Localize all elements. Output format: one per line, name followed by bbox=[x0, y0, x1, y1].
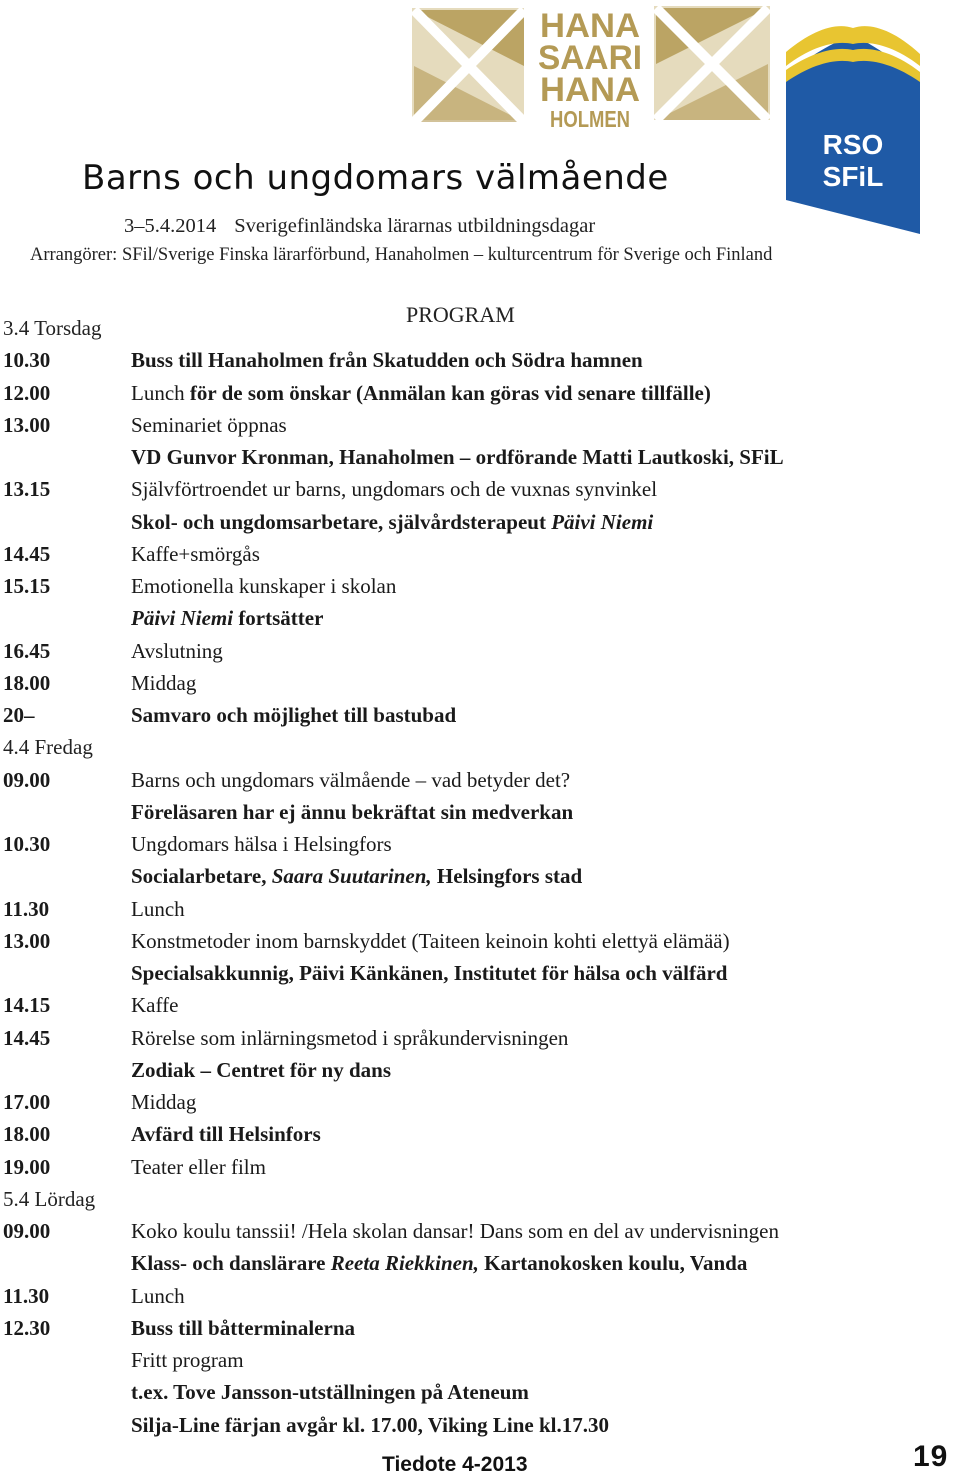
time-label: 10.30 bbox=[3, 348, 51, 373]
logo-text-hana-1: HANA bbox=[540, 7, 640, 45]
event-subtitle bbox=[124, 215, 595, 238]
schedule-row bbox=[3, 764, 943, 796]
activity-text bbox=[131, 957, 727, 989]
schedule-row bbox=[3, 506, 943, 538]
schedule-row bbox=[3, 1215, 943, 1247]
activity-text-part: t.ex. Tove Jansson-utställningen på Ateneum bbox=[131, 1380, 529, 1405]
activity-text-part: Silja-Line färjan avgår kl. 17.00, Viking Line kl.17.30 bbox=[131, 1412, 610, 1437]
time-label: 19.00 bbox=[3, 1154, 51, 1179]
schedule-row bbox=[3, 828, 943, 860]
page-number: 19 bbox=[913, 1440, 949, 1473]
newsletter-label: Tiedote 4-2013 bbox=[382, 1453, 528, 1476]
schedule-row bbox=[3, 957, 943, 989]
time-label: 18.00 bbox=[3, 670, 51, 695]
activity-text-part: Specialsakkunnig, Päivi Känkänen, Institutet för hälsa och välfärd bbox=[131, 961, 728, 985]
time-label: 14.15 bbox=[3, 993, 51, 1018]
schedule-row bbox=[3, 538, 943, 570]
activity-text bbox=[131, 860, 582, 892]
activity-text-part: Avfärd till Helsinfors bbox=[131, 1122, 321, 1147]
day-label: 3.4 Torsdag bbox=[3, 316, 102, 340]
activity-text-part: Ungdomars hälsa i Helsingfors bbox=[131, 832, 392, 856]
schedule-row bbox=[3, 1054, 943, 1086]
activity-text-part: Emotionella kunskaper i skolan bbox=[131, 574, 397, 598]
schedule-row bbox=[3, 796, 943, 828]
activity-text bbox=[131, 1118, 321, 1150]
schedule-row bbox=[3, 1280, 943, 1312]
schedule-row bbox=[3, 1344, 943, 1376]
time-label: 14.45 bbox=[3, 541, 51, 566]
schedule-row bbox=[3, 409, 943, 441]
activity-text bbox=[131, 925, 730, 957]
activity-text-part: Föreläsaren har ej ännu bekräftat sin medverkan bbox=[131, 799, 574, 824]
activity-text-part: Lunch bbox=[131, 1283, 185, 1308]
activity-text bbox=[131, 1022, 568, 1054]
time-label: 13.00 bbox=[3, 928, 51, 953]
activity-text-part: Teater eller film bbox=[131, 1154, 266, 1179]
activity-text bbox=[131, 441, 784, 473]
schedule-row bbox=[3, 699, 943, 731]
activity-text bbox=[131, 1312, 355, 1344]
activity-text bbox=[131, 1376, 529, 1408]
activity-text-part: Middag bbox=[131, 670, 197, 695]
activity-text-part: Lunch bbox=[131, 896, 185, 921]
person-name: Päivi Niemi bbox=[551, 509, 654, 534]
activity-text bbox=[131, 409, 287, 441]
schedule-row bbox=[3, 925, 943, 957]
activity-text bbox=[131, 602, 323, 634]
activity-text bbox=[131, 570, 396, 602]
logo-text-hana-2: HANA bbox=[540, 71, 640, 109]
schedule-row bbox=[3, 473, 943, 505]
organizers-line: Arrangörer: SFil/Sverige Finska lärarförbund, Hanaholmen – kulturcentrum för Sverige och Finland bbox=[30, 245, 773, 265]
time-label: 15.15 bbox=[3, 574, 51, 598]
activity-text-part: Avslutning bbox=[131, 638, 223, 663]
time-label: 16.45 bbox=[3, 638, 51, 663]
time-label: 13.15 bbox=[3, 477, 51, 502]
activity-text-part: Lunch bbox=[131, 380, 190, 405]
time-label: 10.30 bbox=[3, 832, 51, 856]
schedule-row bbox=[3, 1151, 943, 1183]
activity-text-part: Socialarbetare, bbox=[131, 864, 272, 889]
day-heading bbox=[3, 1183, 943, 1215]
activity-text bbox=[131, 699, 456, 731]
activity-text-part: Koko koulu tanssii! /Hela skolan dansar! Dans som en del av undervisningen bbox=[131, 1219, 779, 1243]
activity-text-part: för de som önskar (Anmälan kan göras vid senare tillfälle) bbox=[189, 380, 711, 405]
activity-text bbox=[131, 828, 392, 860]
hanasaari-hanaholmen-logo bbox=[408, 6, 774, 134]
time-label: 09.00 bbox=[3, 1219, 51, 1243]
activity-text bbox=[131, 1247, 747, 1279]
activity-text bbox=[131, 377, 711, 409]
event-name: Sverigefinländska lärarnas utbildningsdagar bbox=[234, 215, 596, 237]
schedule-row bbox=[3, 570, 943, 602]
activity-text-part: Buss till Hanaholmen från Skatudden och Södra hamnen bbox=[131, 348, 643, 373]
schedule-row bbox=[3, 667, 943, 699]
activity-text-part: Seminariet öppnas bbox=[131, 412, 287, 437]
schedule-row bbox=[3, 1312, 943, 1344]
activity-text bbox=[131, 893, 185, 925]
activity-text bbox=[131, 667, 196, 699]
event-date: 3–5.4.2014 bbox=[124, 215, 217, 237]
activity-text bbox=[131, 764, 570, 796]
schedule-row bbox=[3, 1118, 943, 1150]
activity-text bbox=[131, 1215, 779, 1247]
schedule-row bbox=[3, 1376, 943, 1408]
activity-text bbox=[131, 506, 653, 538]
activity-text bbox=[131, 1280, 185, 1312]
activity-text bbox=[131, 796, 573, 828]
person-name: Päivi Niemi bbox=[131, 606, 234, 631]
logo-text-saari: SAARI bbox=[538, 39, 642, 77]
day-heading bbox=[3, 312, 943, 344]
activity-text bbox=[131, 344, 643, 376]
activity-text-part: Klass- och danslärare bbox=[131, 1251, 331, 1276]
activity-text bbox=[131, 635, 223, 667]
logo-text-holmen: HOLMEN bbox=[550, 106, 630, 132]
activity-text-part: Kaffe bbox=[131, 993, 179, 1018]
schedule-row bbox=[3, 377, 943, 409]
schedule-row bbox=[3, 344, 943, 376]
schedule-row bbox=[3, 989, 943, 1021]
schedule-row bbox=[3, 441, 943, 473]
time-label: 14.45 bbox=[3, 1025, 51, 1050]
schedule-row bbox=[3, 602, 943, 634]
schedule-row bbox=[3, 1086, 943, 1118]
person-name: Reeta Riekkinen, bbox=[330, 1251, 479, 1276]
activity-text-part: Helsingfors stad bbox=[431, 864, 583, 889]
activity-text-part: fortsätter bbox=[233, 606, 324, 631]
activity-text-part: Fritt program bbox=[131, 1348, 244, 1372]
schedule-row bbox=[3, 635, 943, 667]
day-heading bbox=[3, 731, 943, 763]
activity-text bbox=[131, 1086, 196, 1118]
rso-sfil-logo bbox=[786, 0, 920, 234]
activity-text-part: Konstmetoder inom barnskyddet (Taiteen keinoin kohti elettyä elämää) bbox=[131, 928, 730, 953]
schedule-row bbox=[3, 1409, 943, 1441]
page-title: Barns och ungdomars välmående bbox=[82, 158, 669, 198]
logo-text-sfil: SFiL bbox=[822, 161, 884, 192]
program-schedule bbox=[3, 312, 943, 1441]
activity-text-part: Barns och ungdomars välmående – vad betyder det? bbox=[131, 767, 571, 792]
activity-text-part: Skol- och ungdomsarbetare, självårdsterapeut bbox=[131, 509, 552, 534]
time-label: 09.00 bbox=[3, 767, 51, 792]
time-label: 11.30 bbox=[3, 896, 50, 921]
time-label: 12.00 bbox=[3, 380, 51, 405]
activity-text bbox=[131, 1054, 391, 1086]
logo-text-rso: RSO bbox=[822, 129, 884, 160]
time-label: 17.00 bbox=[3, 1090, 51, 1114]
activity-text-part: Rörelse som inlärningsmetod i språkundervisningen bbox=[131, 1025, 569, 1050]
activity-text bbox=[131, 1344, 244, 1376]
schedule-row bbox=[3, 893, 943, 925]
program-heading: PROGRAM bbox=[406, 302, 515, 327]
time-label: 18.00 bbox=[3, 1122, 51, 1147]
schedule-row bbox=[3, 1247, 943, 1279]
activity-text bbox=[131, 538, 260, 570]
activity-text bbox=[131, 1409, 609, 1441]
activity-text-part: VD Gunvor Kronman, Hanaholmen – ordförande Matti Lautkoski, SFiL bbox=[131, 445, 784, 469]
activity-text bbox=[131, 989, 178, 1021]
activity-text-part: Kaffe+smörgås bbox=[131, 541, 260, 566]
schedule-row bbox=[3, 860, 943, 892]
day-label: 4.4 Fredag bbox=[3, 735, 93, 760]
activity-text bbox=[131, 1151, 266, 1183]
time-label: 11.30 bbox=[3, 1283, 50, 1308]
activity-text-part: Buss till båtterminalerna bbox=[131, 1315, 355, 1340]
time-label: 12.30 bbox=[3, 1315, 51, 1340]
activity-text-part: Zodiak – Centret för ny dans bbox=[131, 1057, 392, 1082]
activity-text-part: Middag bbox=[131, 1090, 197, 1114]
activity-text-part: Självförtroendet ur barns, ungdomars och de vuxnas synvinkel bbox=[131, 477, 658, 502]
time-label: 13.00 bbox=[3, 412, 51, 437]
time-label: 20– bbox=[3, 703, 35, 727]
activity-text-part: Samvaro och möjlighet till bastubad bbox=[131, 703, 457, 727]
person-name: Saara Suutarinen, bbox=[271, 864, 432, 889]
activity-text-part: Kartanokosken koulu, Vanda bbox=[478, 1251, 748, 1276]
day-label: 5.4 Lördag bbox=[3, 1186, 96, 1211]
activity-text bbox=[131, 473, 657, 505]
schedule-row bbox=[3, 1022, 943, 1054]
